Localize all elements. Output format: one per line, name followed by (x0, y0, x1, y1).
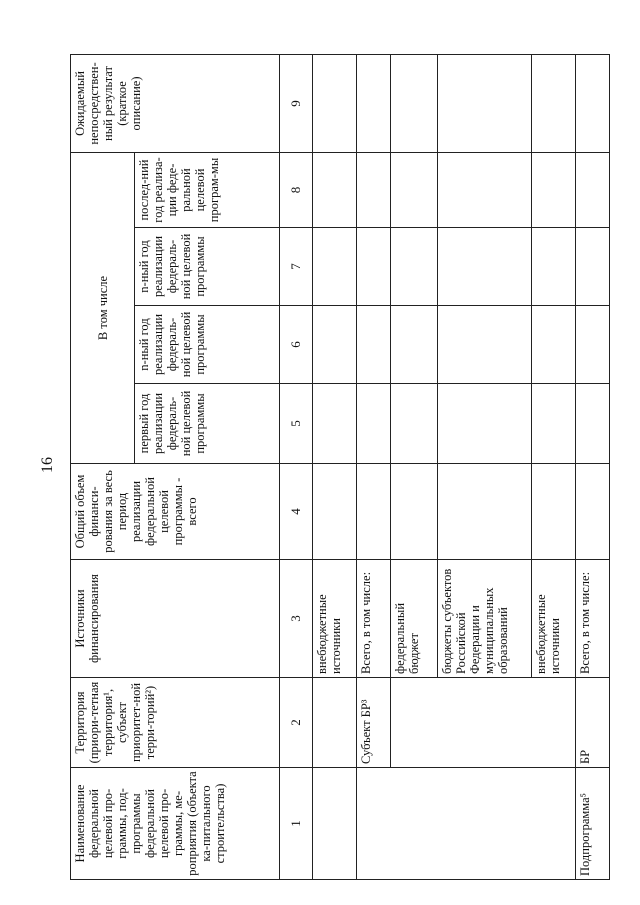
table-cell (576, 55, 610, 153)
header-col4: Общий объем финанси-рования за весь период реализации федеральной целевой программы - всего (71, 464, 280, 560)
table-cell (437, 384, 531, 464)
table-cell (313, 384, 357, 464)
table-cell (357, 55, 391, 153)
financing-table (70, 54, 610, 880)
header-group: В том числе (71, 153, 135, 464)
column-number: 1 (279, 768, 313, 880)
table-cell (532, 153, 576, 228)
source-cell: внебюджетные источники (532, 560, 576, 678)
source-cell: федеральный бюджет (391, 560, 437, 678)
table-cell (391, 306, 437, 384)
table-cell (357, 228, 391, 306)
table-cell (313, 768, 357, 880)
table-cell (576, 228, 610, 306)
header-col6: n-ный год реализации федераль-ной целевой программы (135, 306, 279, 384)
table-cell (437, 306, 531, 384)
header-col9: Ожидаемый непосредствен-ный результат (краткое описание) (71, 55, 280, 153)
table-cell (357, 464, 391, 560)
name-cell: Подпрограмма⁵ (576, 768, 610, 880)
table-cell (576, 153, 610, 228)
table-cell (357, 384, 391, 464)
table-cell (391, 678, 576, 768)
financing-table-rotated (70, 55, 610, 880)
column-number: 8 (279, 153, 313, 228)
column-number: 7 (279, 228, 313, 306)
table-cell (391, 464, 437, 560)
column-number: 3 (279, 560, 313, 678)
header-col2: Территория (приори-тетная территория¹, субъект приоритет-ной терри-торий²) (71, 678, 280, 768)
table-cell (437, 153, 531, 228)
page-number: 16 (39, 457, 56, 473)
header-col5: первый год реализации федераль-ной целевой программы (135, 384, 279, 464)
table-cell (532, 384, 576, 464)
table-cell (391, 55, 437, 153)
source-cell: бюджеты субъектов Российской Федерации и муниципальных образований (437, 560, 531, 678)
table-cell (357, 153, 391, 228)
header-col7: n-ный год реализации федераль-ной целевой программы (135, 228, 279, 306)
table-cell (532, 306, 576, 384)
source-cell: Всего, в том числе: (576, 560, 610, 678)
column-number: 5 (279, 384, 313, 464)
table-row (576, 55, 610, 880)
territory-cell: Субъект БР³ (357, 678, 391, 768)
table-cell (357, 306, 391, 384)
column-number: 6 (279, 306, 313, 384)
territory-cell: БР (576, 678, 610, 768)
table-row (391, 55, 437, 880)
table-cell (313, 678, 357, 768)
header-col3: Источники финансирования (71, 560, 280, 678)
column-number: 2 (279, 678, 313, 768)
table-cell (313, 153, 357, 228)
source-cell: Всего, в том числе: (357, 560, 391, 678)
table-cell (391, 153, 437, 228)
table-cell (391, 228, 437, 306)
table-cell (313, 306, 357, 384)
table-cell (532, 55, 576, 153)
table-cell (576, 384, 610, 464)
header-col1: Наименование федеральной целевой про-граммы, под-программы федеральной целевой про-граммы, ме-роприятия (объекта ка-питального строительства) (71, 768, 280, 880)
table-cell (313, 55, 357, 153)
table-row (313, 55, 357, 880)
table-cell (576, 464, 610, 560)
table-cell (437, 464, 531, 560)
table-cell (437, 55, 531, 153)
column-number: 4 (279, 464, 313, 560)
table-cell (576, 306, 610, 384)
header-col8: послед-ний год реализа-ции феде-ральной целевой програм-мы (135, 153, 279, 228)
table-cell (313, 464, 357, 560)
table-row (357, 55, 391, 880)
column-number: 9 (279, 55, 313, 153)
table-cell (391, 384, 437, 464)
table-cell (313, 228, 357, 306)
table-cell (532, 464, 576, 560)
table-cell (437, 228, 531, 306)
table-cell (532, 228, 576, 306)
table-cell (357, 768, 576, 880)
source-cell: внебюджетные источники (313, 560, 357, 678)
